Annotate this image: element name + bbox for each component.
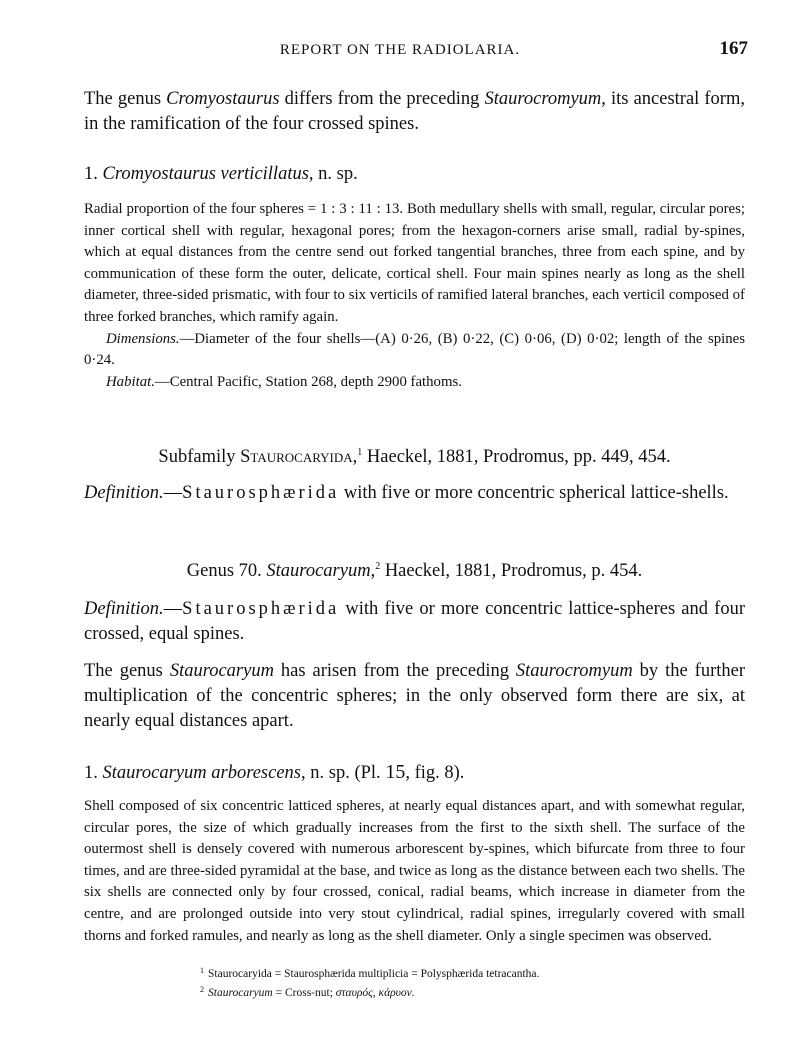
greek-etymology: σταυρός, κάρυον. — [335, 987, 415, 999]
definition-label: Definition. — [84, 599, 164, 619]
page-number: 167 — [719, 38, 748, 59]
genus-name: Staurocromyum — [515, 661, 633, 681]
text-run: — — [163, 483, 183, 503]
citation: Haeckel, 1881, Prodromus, pp. 449, 454. — [362, 447, 671, 467]
footnote-term: Staurocaryum — [208, 987, 273, 999]
footnote-ref: 1 — [357, 447, 363, 458]
text-run: The genus — [84, 89, 167, 109]
text-run: has arisen from the preceding — [273, 661, 516, 681]
footnote-mark: 2 — [200, 985, 204, 994]
footnotes — [200, 963, 760, 1001]
genus-name: Staurocaryum — [169, 661, 274, 681]
genus-name: Staurocromyum — [484, 89, 602, 109]
species-heading — [84, 164, 745, 185]
intro-paragraph — [84, 87, 745, 137]
genus-heading: Genus 70. Staurocaryum,$^2$ Haeckel, 1881, Prodromus, p. 454. — [186, 561, 643, 581]
text-run: Genus 70. — [186, 561, 267, 581]
citation: Haeckel, 1881, Prodromus, p. 454. — [380, 561, 643, 581]
genus-definition — [84, 597, 745, 647]
dimensions-line — [84, 329, 745, 372]
genus-name: Staurocaryum — [266, 561, 371, 581]
text-run: Subfamily — [158, 447, 241, 467]
text-run: by the further multiplication of the concentric spheres; in the only observed form there are six, at nearly equal distances apart. — [84, 661, 745, 731]
species-label: , n. sp. (Pl. — [301, 763, 386, 783]
species-description — [84, 796, 745, 947]
group-name: Staurosphærida — [182, 599, 340, 619]
text-run: The genus — [84, 661, 170, 681]
text-run: differs from the preceding — [279, 89, 485, 109]
subfamily-name: Staurocaryida — [240, 447, 353, 467]
species-name: Staurocaryum arborescens — [102, 763, 302, 783]
genus-name: Cromyostaurus — [166, 89, 280, 109]
footnote — [200, 982, 760, 1001]
species-number: 1. — [84, 164, 103, 184]
text-run: — — [163, 599, 183, 619]
page-header — [0, 38, 800, 68]
definition-label: Definition. — [84, 483, 164, 503]
text-run: , its ancestral form, in the ramification of the four crossed spines. — [84, 89, 745, 134]
definition-text: with five or more concentric lattice-spheres and four crossed, equal spines. — [84, 599, 745, 644]
subfamily-heading: Subfamily Staurocaryida,$^1$ Haeckel, 1881, Prodromus, pp. 449, 454. — [158, 447, 671, 467]
footnote — [200, 963, 760, 982]
group-name: Staurosphærida — [182, 483, 340, 503]
footnote-text: = Cross-nut; — [272, 987, 336, 999]
species-heading — [84, 761, 745, 784]
description-text: Radial proportion of the four spheres = 1 : 3 : 11 : 13. Both medullary shells with small, regular, circular pores; inner cortical shell with regular, hexagonal pores; from the hexagon-corners arise small, radial by-spines, which at equal distances from the centre send out forked tangential branches, three from each spine, and by communication of these form the outer, delicate, cortical shell. Four main spines nearly as long as the shell diameter, three-sided prismatic, with four to six verticils of ramified lateral branches, each verticil composed of three forked branches, which ramify again. — [84, 201, 745, 325]
habitat-label: Habitat. — [106, 373, 155, 390]
description-text: Shell composed of six concentric latticed spheres, at nearly equal distances apart, and with somewhat regular, circular pores, the size of which gradually increases from the first to the sixth shell. The surface of the outermost shell is densely covered with numerous arborescent by-spines, which bifurcate from three to four times, and are three-sided pyramidal at the base, and twice as long as the distance between each two shells. The six shells are connected only by four crossed, conical, radial beams, which increase in diameter from the centre, and are prolonged outside into very stout cylindrical, radial spines, irregularly covered with small thorns and forked ramules, and nearly as long as the shell diameter. Only a single specimen was observed. — [84, 798, 745, 944]
subfamily-definition — [84, 481, 745, 506]
running-title: REPORT ON THE RADIOLARIA. — [279, 42, 521, 58]
dimensions-label: Dimensions. — [106, 330, 180, 347]
footnote-ref: 2 — [375, 561, 381, 572]
habitat-line — [84, 372, 745, 394]
species-name: Cromyostaurus verticillatus — [102, 164, 309, 184]
definition-text: with five or more concentric spherical lattice-shells. — [339, 483, 729, 503]
plate-number: 15 — [385, 761, 406, 783]
figure-ref: , fig. 8). — [405, 763, 465, 783]
species-description — [84, 199, 745, 393]
species-label: , n. sp. — [308, 164, 358, 184]
genus-paragraph — [84, 659, 745, 734]
species-number: 1. — [84, 763, 103, 783]
footnote-mark: 1 — [200, 966, 204, 975]
dimensions-text: —Diameter of the four shells—(A) 0·26, (B) 0·22, (C) 0·06, (D) 0·02; length of the spines 0·24. — [84, 330, 745, 369]
footnote-text: Staurocaryida = Staurosphærida multiplicia = Polysphærida tetracantha. — [208, 968, 540, 980]
habitat-text: —Central Pacific, Station 268, depth 2900 fathoms. — [154, 373, 462, 390]
